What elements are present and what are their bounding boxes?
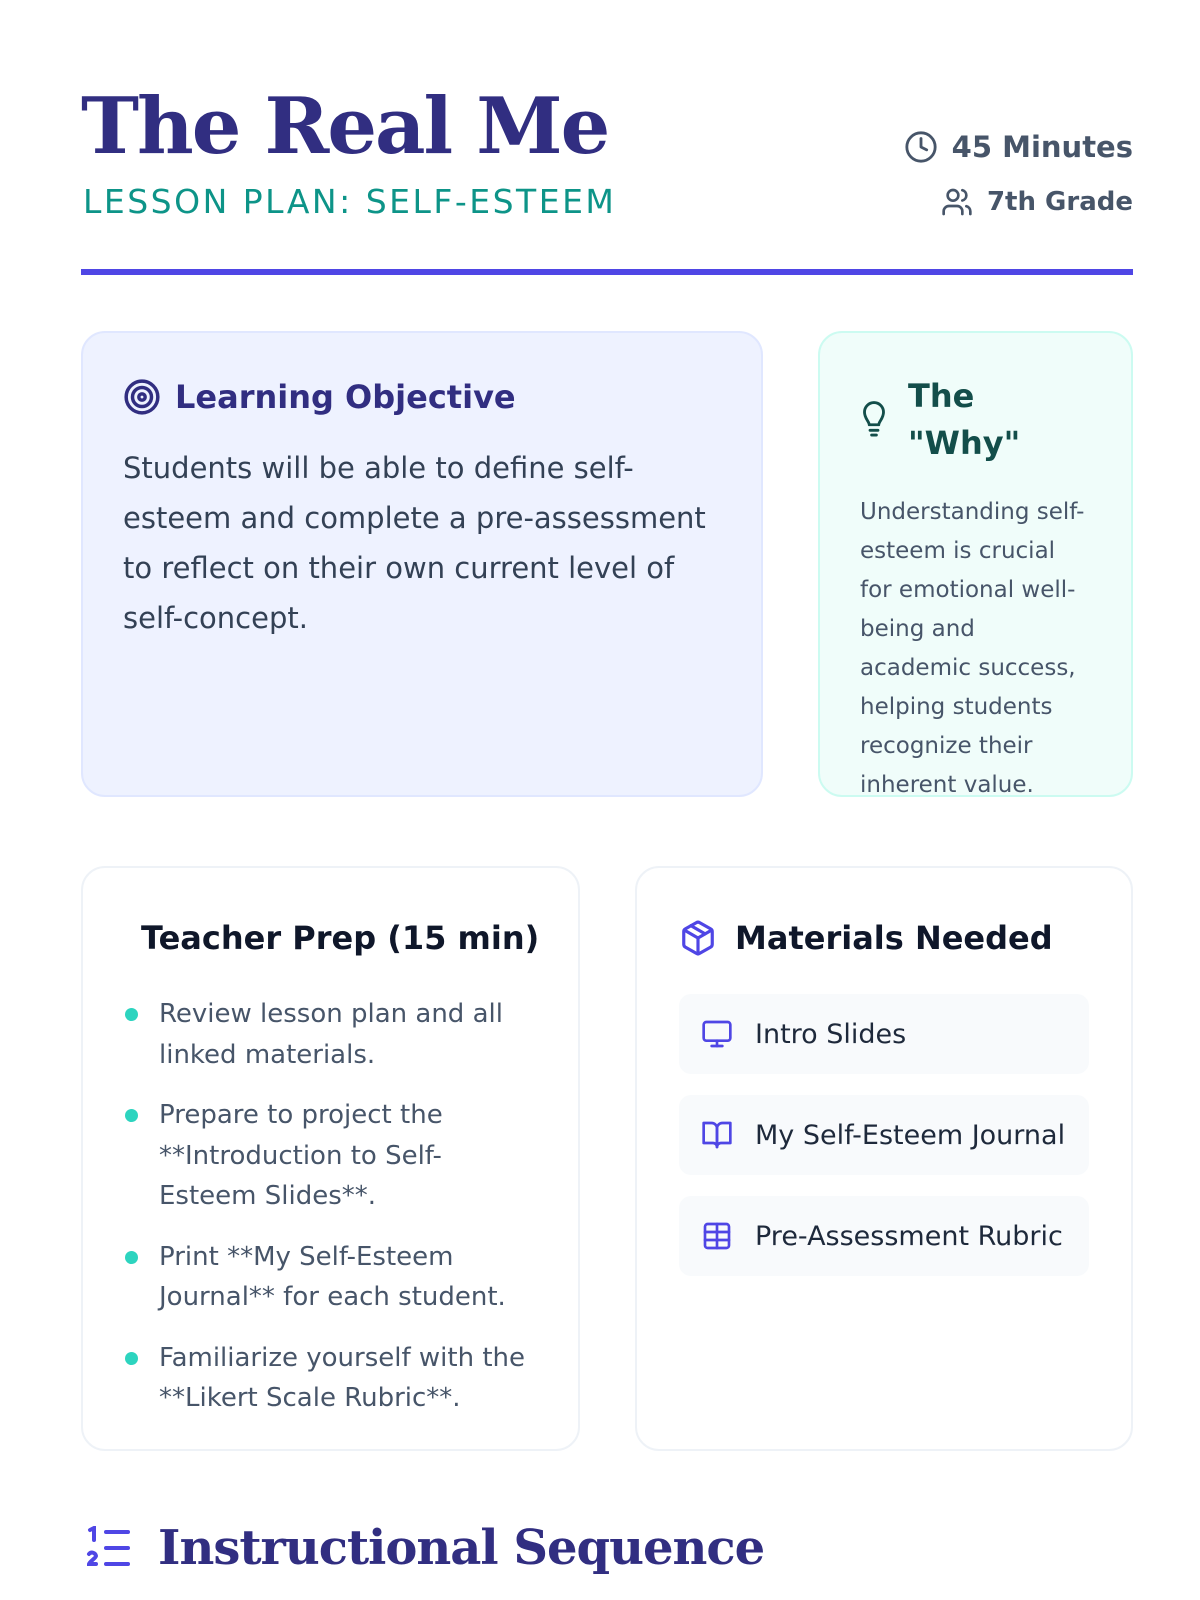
sequence-title: Instructional Sequence [158, 1520, 765, 1576]
package-icon [679, 919, 717, 957]
teacher-prep-card [81, 866, 580, 1451]
objective-text: Students will be able to define self-esteem and complete a pre-assessment to reflect on their own current level of self-concept. [123, 451, 706, 635]
material-label: Pre-Assessment Rubric [755, 1220, 1063, 1252]
bullet-dot [125, 1109, 138, 1122]
target-icon [123, 378, 161, 416]
lightbulb-icon [860, 401, 888, 439]
learning-objective-card [81, 331, 763, 797]
list-item [123, 994, 538, 1075]
why-card [818, 331, 1133, 797]
numbered-list-icon [84, 1526, 132, 1570]
material-rubric[interactable] [679, 1196, 1089, 1276]
why-heading [860, 373, 1093, 467]
materials-heading [679, 914, 1089, 962]
objective-heading [123, 373, 721, 421]
monitor-icon [701, 1018, 733, 1050]
grade-meta [941, 186, 1133, 218]
materials-heading-label: Materials Needed [735, 919, 1053, 957]
material-label: Intro Slides [755, 1018, 907, 1050]
prep-list [123, 994, 538, 1419]
prep-item-text: Review lesson plan and all linked materials. [159, 999, 503, 1070]
materials-list [679, 994, 1089, 1276]
users-icon [941, 186, 973, 218]
prep-item-text: Familiarize yourself with the **Likert Scale Rubric**. [159, 1342, 525, 1413]
instructional-sequence-heading [84, 1520, 764, 1576]
book-icon [701, 1119, 733, 1151]
list-item [123, 1237, 538, 1318]
prep-heading [123, 914, 538, 962]
duration-meta [904, 130, 1133, 164]
why-heading-label: The "Why" [908, 377, 1021, 462]
material-journal[interactable] [679, 1095, 1089, 1175]
prep-item-text: Prepare to project the **Introduction to Self-Esteem Slides**. [159, 1100, 443, 1211]
duration-label: 45 Minutes [951, 130, 1133, 164]
lesson-subtitle: LESSON PLAN: SELF-ESTEEM [83, 182, 617, 221]
prep-item-text: Print **My Self-Esteem Journal** for each student. [159, 1241, 506, 1312]
grade-label: 7th Grade [986, 187, 1133, 217]
bullet-dot [125, 1008, 138, 1021]
table-icon [701, 1220, 733, 1252]
bullet-dot [125, 1251, 138, 1264]
why-text: Understanding self-esteem is crucial for emotional well-being and academic success, helping students recognize their inherent value. [860, 499, 1085, 798]
lesson-title: The Real Me [81, 81, 609, 172]
prep-heading-label: Teacher Prep (15 min) [141, 919, 540, 957]
material-intro-slides[interactable] [679, 994, 1089, 1074]
list-item [123, 1095, 538, 1217]
bullet-dot [125, 1352, 138, 1365]
lesson-header [81, 80, 1133, 276]
header-divider [81, 269, 1133, 275]
list-item [123, 1338, 538, 1419]
material-label: My Self-Esteem Journal [755, 1119, 1066, 1151]
clock-icon [904, 130, 938, 164]
objective-heading-label: Learning Objective [175, 378, 516, 416]
materials-card [635, 866, 1133, 1451]
